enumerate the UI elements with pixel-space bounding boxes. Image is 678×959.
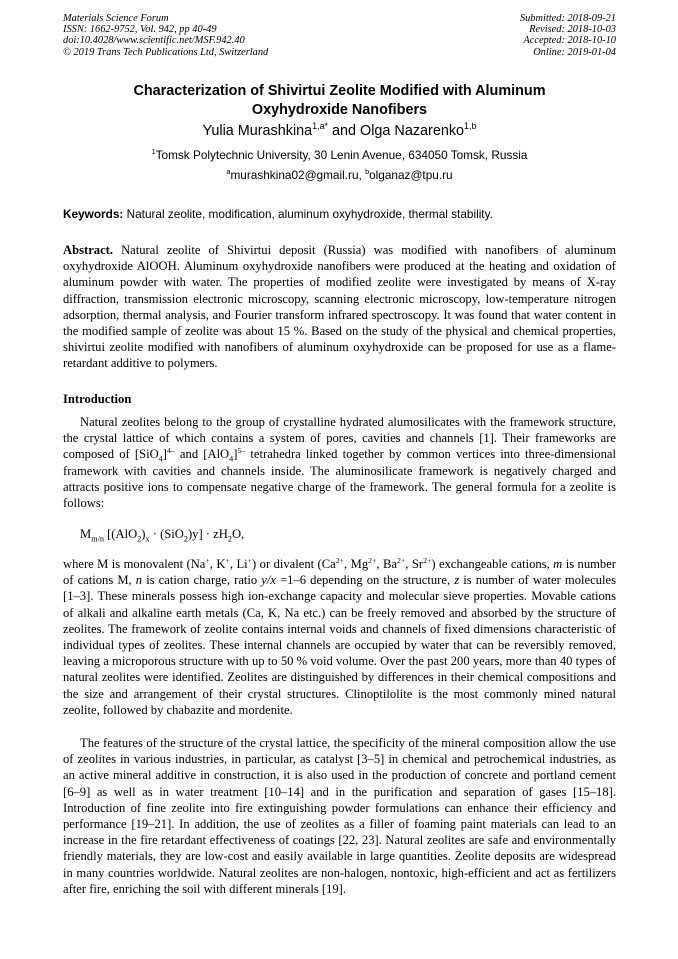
formula-part: O, [231, 527, 245, 541]
submitted-date: Submitted: 2018-09-21 [519, 13, 616, 24]
accepted-date: Accepted: 2018-10-10 [523, 35, 616, 47]
email-link[interactable]: olganaz@tpu.ru [369, 168, 453, 182]
superscript: 5– [237, 446, 246, 456]
author-connector: and [328, 123, 361, 139]
email-list [63, 168, 616, 182]
online-date: Online: 2019-01-04 [533, 46, 616, 58]
author-affil-marker: 1,b [464, 121, 477, 132]
abstract-text: Natural zeolite of Shivirtui deposit (Russia) was modified with nanofibers of aluminum oxyhydroxide AlOOH. Aluminum oxyhydroxide nanofibers were produced at the heating and oxidation of aluminum powder with water. The properties of modified zeolite were investigated by means of X-ray diffraction, transmission electronic microscopy, scanning electronic microscopy, low-temperature nitrogen adsorption, thermal analysis, and Fourier transform infrared spectroscopy. It was found that water content in the modified sample of zeolite was about 15 %. Based on the study of the physical and chemical properties, shivirtui zeolite modified with nanofibers of aluminum oxyhydroxide can be proposed for use as a flame-retardant additive to polymers. [63, 243, 616, 371]
author-name: Yulia Murashkina [202, 123, 313, 139]
abstract-label: Abstract. [63, 243, 114, 257]
dates-header [520, 13, 616, 58]
superscript: + [225, 555, 230, 565]
formula-subscript: 2 [137, 534, 142, 544]
intro-paragraph-3: The features of the structure of the crystal lattice, the specificity of the mineral composition allow the use of zeolites in various industries, in particular, as catalyst [3–5] in chemical and petrochemical industries, as an active mineral additive in construction, it is also used in the production of concrete and portland cement [6–9] as well as in water treatment [10–14] and in the purification and separation of gases [15–18]. Introduction of fine zeolite into fire extinguishing powder formulations can enhance their efficiency and performance [19–21]. In addition, the use of zeolites as a filler of foaming paint materials can lead to an increase in the fire retardant effectiveness of coatings [22, 23]. Natural zeolites are safe and environmentally friendly materials, they are low-cost and easily available in large quantities. Zeolite deposits are widespread in many countries worldwide. Natural zeolites are non-halogen, nontoxic, high-efficient and act as fertilizers after fire, enriching the soil with different minerals [19]. [63, 736, 616, 896]
paragraph-text: =1–6 depending on the structure, [275, 573, 455, 588]
formula-part: [(AlO [103, 527, 138, 541]
math-variable: y/x [261, 573, 276, 588]
intro-paragraph-2 [63, 556, 616, 718]
paragraph-text: tetrahedra linked together by common vertices into three-dimensional framework with cavities and channels inside. The aluminosilicate framework is negatively charged and attracts positive ions to compensate negative charge of the framework. The general formula for a zeolite is follows: [63, 447, 616, 511]
author-name: Olga Nazarenko [360, 123, 465, 139]
journal-header [63, 13, 268, 58]
paragraph-text: , K [209, 557, 226, 571]
superscript: 2+ [335, 555, 345, 565]
author-list [63, 123, 616, 140]
paragraph-text: is number of cations M, [63, 557, 616, 588]
affiliation-text: Tomsk Polytechnic University, 30 Lenin Avenue, 634050 Tomsk, Russia [155, 148, 528, 162]
formula-part: · (SiO [149, 527, 184, 541]
paragraph-text: is number of water molecules [1–3]. These minerals possess high ion-exchange capacity and molecular sieve properties. Movable cations of alkali and alkaline earth metals (Ca, K, Na etc.) can be freely removed and absorbed by the structure of zeolites. The framework of zeolite contains internal voids and channels of fixed dimensions characteristic of individual types of zeolites. These internal channels are occupied by water that can be reversibly removed, leaving a microporous structure with up to 50 % void volume. Over the past 200 years, more than 40 types of natural zeolites were identified. Zeolites are distinguished by differences in their chemical compositions and the size and arrangement of their crystal structures. Clinoptilolite is the most commonly mined natural zeolite, followed by chabazite and mordenite. [63, 573, 616, 717]
zeolite-formula [80, 527, 244, 542]
title-line-1: Characterization of Shivirtui Zeolite Modified with Aluminum [133, 83, 546, 99]
math-variable: n [135, 573, 143, 588]
journal-name: Materials Science Forum [63, 13, 169, 24]
section-heading-introduction: Introduction [63, 392, 132, 406]
revised-date: Revised: 2018-10-03 [529, 24, 616, 36]
paragraph-text: , Sr [405, 557, 424, 571]
intro-paragraph-1 [63, 414, 616, 511]
affiliation-marker: 1 [151, 147, 156, 157]
paragraph-text: where M is monovalent (Na [63, 557, 206, 571]
superscript: + [247, 555, 253, 565]
abstract [63, 242, 616, 372]
paragraph-text: , Mg [344, 557, 369, 571]
paragraph-text: ) exchangeable cations, [431, 557, 554, 571]
formula-part: M [80, 527, 92, 541]
paragraph-text: ] [233, 447, 238, 462]
paragraph-text: , Li [229, 557, 248, 571]
title-line-2: Oxyhydroxide Nanofibers [251, 102, 428, 118]
paragraph-text: ] [162, 447, 167, 462]
paper-title [63, 82, 616, 120]
email-marker: a [226, 167, 231, 177]
math-variable: z [454, 573, 460, 588]
keywords-label: Keywords: [63, 207, 124, 221]
keywords [63, 207, 616, 221]
superscript: 2+ [368, 555, 377, 565]
superscript: + [205, 555, 210, 565]
superscript: 4– [166, 446, 175, 456]
doi-link[interactable]: doi:10.4028/www.scientific.net/MSF.942.40 [63, 35, 245, 47]
paragraph-text: is cation charge, ratio [142, 573, 262, 588]
copyright-line: © 2019 Trans Tech Publications Ltd, Switzerland [63, 46, 269, 58]
paragraph-text: and [AlO [174, 447, 230, 462]
formula-subscript: 2 [183, 534, 188, 544]
formula-part: )y] · zH [187, 527, 228, 541]
email-link[interactable]: murashkina02@gmail.ru, [230, 168, 366, 182]
subscript: 4 [158, 454, 163, 464]
issn-line: ISSN: 1662-9752, Vol. 942, pp 40-49 [63, 24, 217, 36]
paragraph-text: Natural zeolites belong to the group of crystalline hydrated alumosilicates with the framework structure, the crystal lattice of which contains a system of pores, cavities and channels [1]. Their frameworks are composed of [SiO [63, 415, 616, 462]
formula-subscript: 2 [227, 534, 232, 544]
superscript: 2+ [396, 555, 406, 565]
formula-subscript: x [145, 534, 150, 544]
keywords-text: Natural zeolite, modification, aluminum oxyhydroxide, thermal stability. [123, 207, 493, 221]
formula-part: ) [141, 527, 146, 541]
paragraph-text: ) or divalent (Ca [252, 557, 336, 571]
subscript: 4 [229, 454, 234, 464]
email-marker: b [365, 167, 370, 177]
author-affil-marker: 1,a* [312, 121, 329, 132]
superscript: 2+ [423, 555, 432, 565]
formula-subscript: m/n [91, 534, 104, 544]
math-variable: m [553, 557, 563, 571]
affiliation [63, 148, 616, 162]
paragraph-text: , Ba [376, 557, 397, 571]
